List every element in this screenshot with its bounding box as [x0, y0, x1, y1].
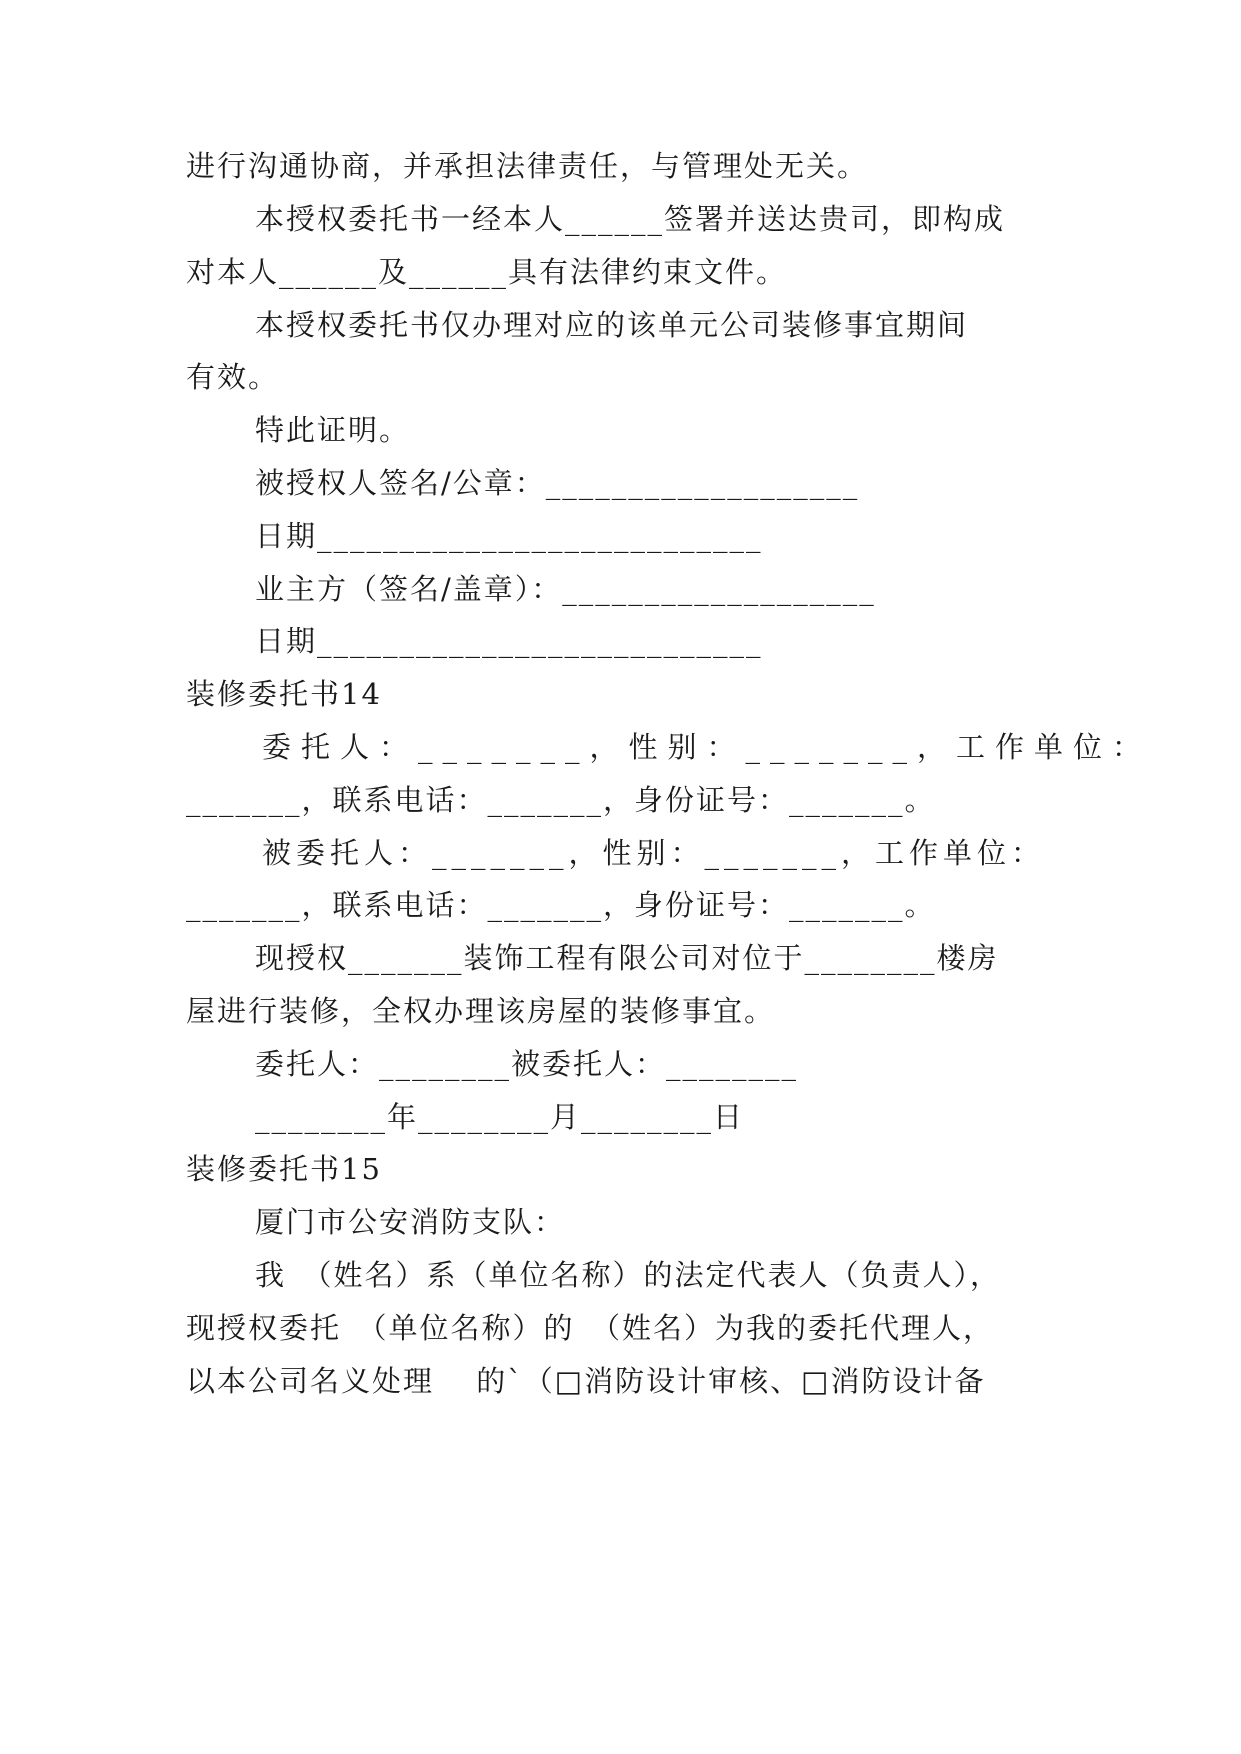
text-line: 有效。 — [186, 360, 280, 394]
text-line: 进行沟通协商，并承担法律责任，与管理处无关。 — [186, 149, 869, 183]
text-line: 特此证明。 — [255, 413, 411, 447]
section-heading: 装修委托书14 — [186, 677, 382, 711]
text-line: 委托人：_______，性别：_______，工作单位： — [262, 730, 1152, 764]
text-line: 以本公司名义处理 的`（□消防设计审核、□消防设计备 — [186, 1364, 986, 1398]
text-line: 厦门市公安消防支队： — [255, 1205, 566, 1239]
text-line: 本授权委托书一经本人______签署并送达贵司，即构成 — [255, 202, 1006, 236]
text-line: 被授权人签名/公章：___________________ — [255, 466, 860, 500]
text-line: 我 （姓名）系（单位名称）的法定代表人（负责人）， — [255, 1258, 1002, 1292]
text-line: 对本人______及______具有法律约束文件。 — [186, 255, 788, 289]
text-line: 被委托人：_______，性别：_______，工作单位： — [262, 836, 1046, 870]
section-heading: 装修委托书15 — [186, 1152, 382, 1186]
text-line: 现授权_______装饰工程有限公司对位于________楼房 — [255, 941, 999, 975]
text-line: ________年________月________日 — [255, 1100, 745, 1134]
text-line: 日期___________________________ — [255, 519, 763, 553]
text-line: 日期___________________________ — [255, 624, 763, 658]
text-line: 屋进行装修，全权办理该房屋的装修事宜。 — [186, 994, 776, 1028]
text-line: 本授权委托书仅办理对应的该单元公司装修事宜期间 — [255, 308, 969, 342]
text-line: 委托人：________被委托人：________ — [255, 1047, 799, 1081]
text-line: 现授权委托 （单位名称）的 （姓名）为我的委托代理人， — [186, 1311, 995, 1345]
text-line: 业主方（签名/盖章）：___________________ — [255, 572, 876, 606]
text-line: _______，联系电话：_______，身份证号：_______。 — [186, 783, 936, 817]
text-line: _______，联系电话：_______，身份证号：_______。 — [186, 888, 936, 922]
